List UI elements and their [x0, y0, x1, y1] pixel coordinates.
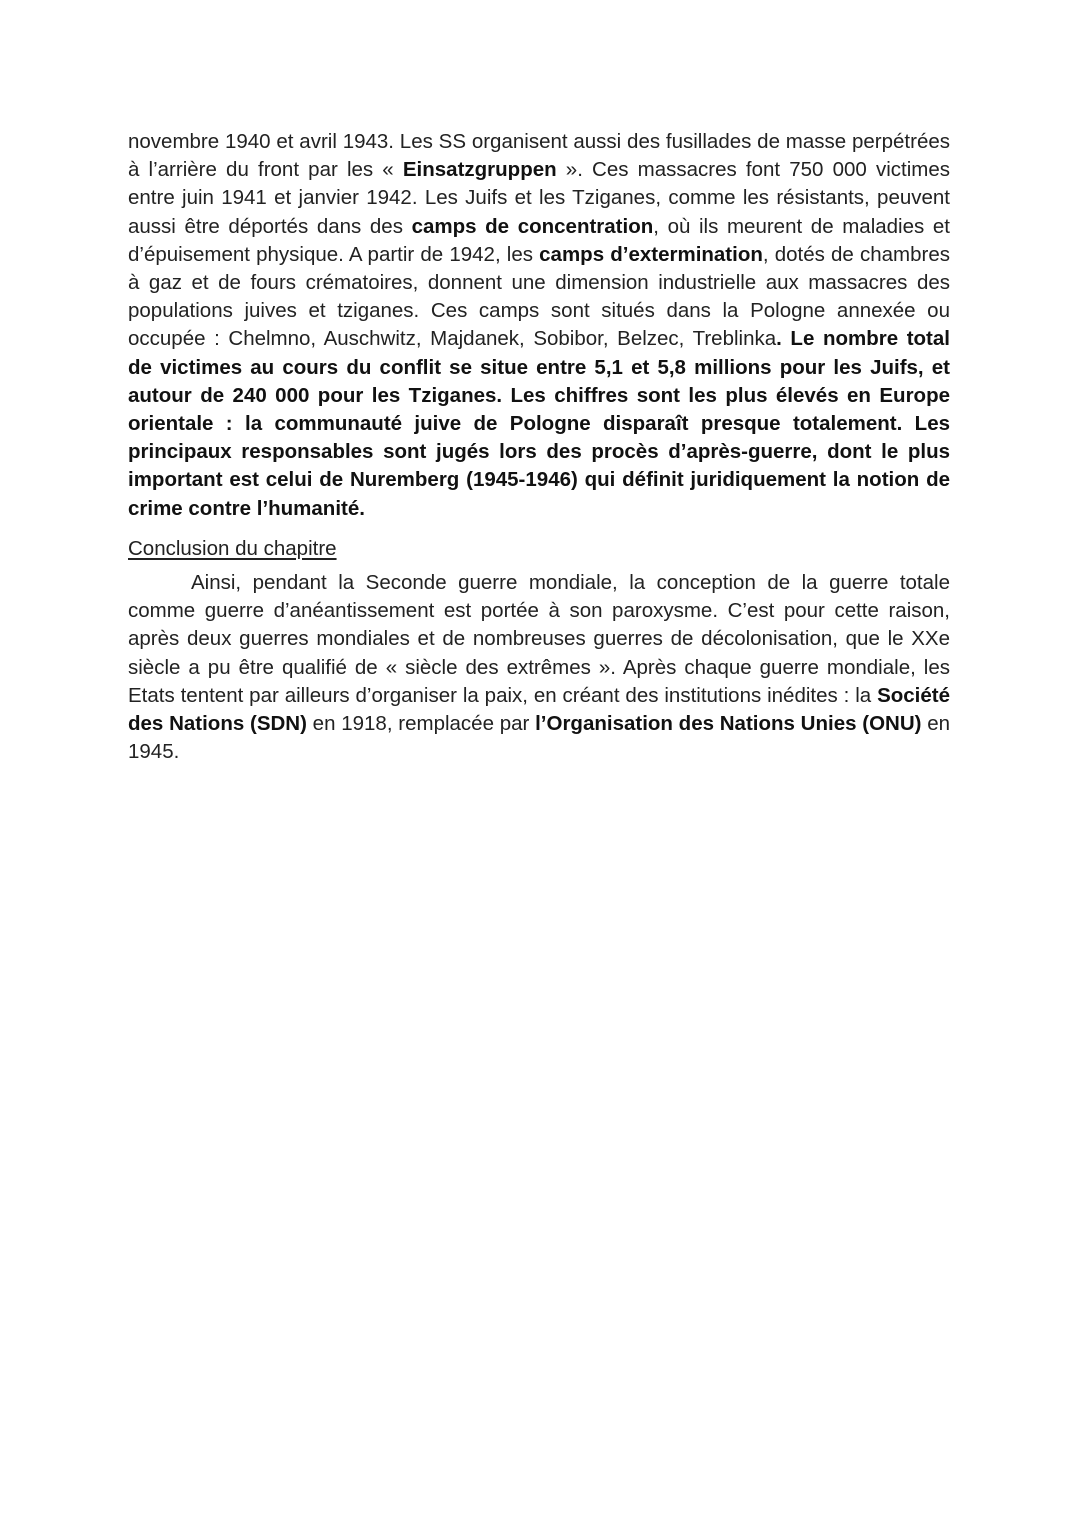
text-run: Ainsi, pendant la Seconde guerre mondiale, la conception de la guerre totale comme guerre d’anéantissement est portée à son paroxysme. C’est pour cette raison, après deux guerres mondiales et de nombreuses guerres de décolonisation, que le XXe siècle a pu être qualifié de « siècle des extrêmes ». Après chaque guerre mondiale, les Etats tentent par ailleurs d’organiser la paix, en créant des institutions inédites : la [128, 571, 950, 707]
text-run: ». Ces massacres font 750 000 victimes entre juin 1941 et janvier 1942. Les Juifs et les Tziganes, comme les résistants, peuvent aussi être déportés dans des [128, 158, 950, 238]
bold-text-run: Einsatzgruppen [402, 158, 557, 182]
text-run: en 1918, remplacée par [306, 712, 536, 736]
bold-text-run: camps de concentration [411, 214, 654, 238]
document-page [128, 128, 950, 766]
text-run: , où ils meurent de maladies et d’épuisement physique. A partir de 1942, les [128, 214, 950, 266]
text-run: novembre 1940 et avril 1943. Les SS organisent aussi des fusillades de masse perpétrées à l’arrière du front par les « [128, 130, 950, 182]
text-run: , dotés de chambres à gaz et de fours crématoires, donnent une dimension industrielle aux massacres des populations juives et tziganes. Ces camps sont situés dans la Pologne annexée ou occupée : Chelmno, Auschwitz, Majdanek, Sobibor, Belzec, Treblinka [128, 242, 950, 351]
paragraph-genocide [128, 128, 950, 523]
bold-text-run: camps d’extermination [539, 242, 763, 266]
paragraph-conclusion [128, 569, 950, 766]
bold-text-run: Société des Nations (SDN) [128, 683, 950, 736]
text-run: en 1945. [128, 712, 951, 764]
bold-text-run: l’Organisation des Nations Unies (ONU) [535, 712, 922, 736]
bold-text-run: . Le nombre total de victimes au cours du conflit se situe entre 5,1 et 5,8 millions pour les Juifs, et autour de 240 000 pour les Tziganes. Les chiffres sont les plus élevés en Europe orientale : la communauté juive de Pologne disparaît presque totalement. Les principaux responsables sont jugés lors des procès d’après-guerre, dont le plus important est celui de Nuremberg (1945-1946) qui définit juridiquement la notion de crime contre l’humanité. [128, 327, 950, 520]
conclusion-heading: Conclusion du chapitre [128, 536, 337, 560]
